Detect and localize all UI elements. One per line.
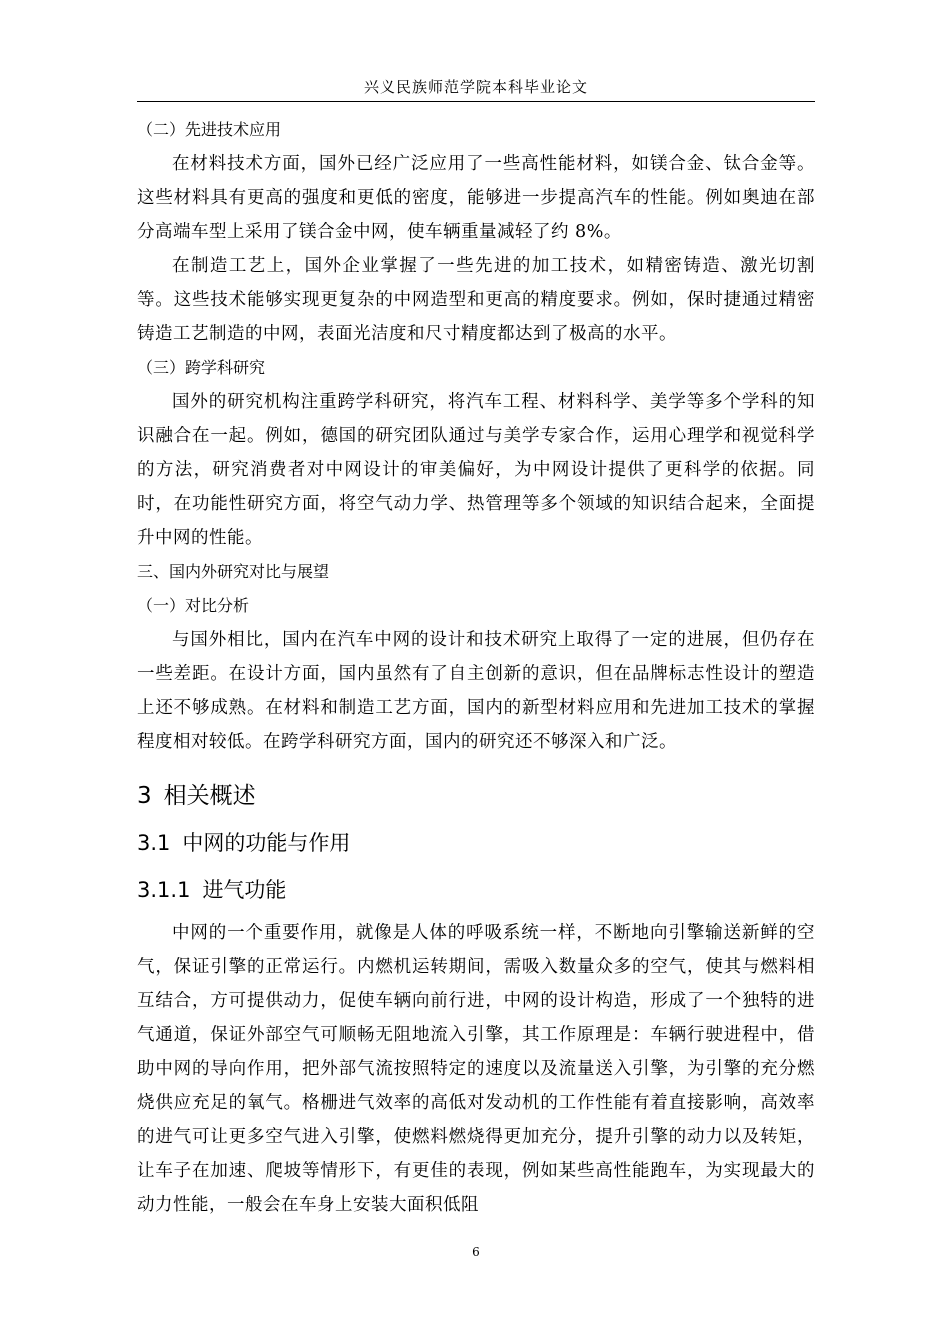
paragraph-interdisciplinary: 国外的研究机构注重跨学科研究，将汽车工程、材料科学、美学等多个学科的知识融合在一起。例如，德国的研究团队通过与美学专家合作，运用心理学和视觉科学的方法，研究消费者对中网设计的审美偏好，为中网设计提供了更科学的依据。同时，在功能性研究方面，将空气动力学、热管理等多个领域的知识结合起来，全面提升中网的性能。 <box>137 392 815 548</box>
running-header: 兴义民族师范学院本科毕业论文 <box>363 78 588 96</box>
chapter-title: 相关概述 <box>163 783 256 809</box>
subsection-number: 3.1.1 <box>137 878 191 902</box>
section-heading <box>137 826 815 860</box>
section-title: 中网的功能与作用 <box>182 831 351 855</box>
header-rule <box>137 101 815 102</box>
subsection-heading-analysis: （一）对比分析 <box>137 596 250 615</box>
section-heading-comparison: 三、国内外研究对比与展望 <box>137 562 330 581</box>
subsection-title: 进气功能 <box>202 878 287 902</box>
paragraph-manufacturing: 在制造工艺上，国外企业掌握了一些先进的加工技术，如精密铸造、激光切割等。这些技术能够实现更复杂的中网造型和更高的精度要求。例如，保时捷通过精密铸造工艺制造的中网，表面光洁度和尺寸精度都达到了极高的水平。 <box>137 256 815 344</box>
page-body <box>137 113 815 1222</box>
paragraph-comparison: 与国外相比，国内在汽车中网的设计和技术研究上取得了一定的进展，但仍存在一些差距。在设计方面，国内虽然有了自主创新的意识，但在品牌标志性设计的塑造上还不够成熟。在材料和制造工艺方面，国内的新型材料应用和先进加工技术的掌握程度相对较低。在跨学科研究方面，国内的研究还不够深入和广泛。 <box>137 630 815 752</box>
subsection-heading <box>137 873 815 907</box>
subsection-heading-interdisciplinary: （三）跨学科研究 <box>137 358 266 377</box>
page-number: 6 <box>472 1245 480 1259</box>
chapter-number: 3 <box>137 783 152 809</box>
paragraph-materials: 在材料技术方面，国外已经广泛应用了一些高性能材料，如镁合金、钛合金等。这些材料具有更高的强度和更低的密度，能够进一步提高汽车的性能。例如奥迪在部分高端车型上采用了镁合金中网，使车辆重量减轻了约 8%。 <box>137 154 815 242</box>
subsection-heading-advanced-tech: （二）先进技术应用 <box>137 120 282 139</box>
section-number: 3.1 <box>137 831 171 855</box>
chapter-heading <box>137 779 815 813</box>
paragraph-intake-function: 中网的一个重要作用，就像是人体的呼吸系统一样，不断地向引擎输送新鲜的空气，保证引擎的正常运行。内燃机运转期间，需吸入数量众多的空气，使其与燃料相互结合，方可提供动力，促使车辆向前行进，中网的设计构造，形成了一个独特的进气通道，保证外部空气可顺畅无阻地流入引擎，其工作原理是：车辆行驶进程中，借助中网的导向作用，把外部气流按照特定的速度以及流量送入引擎，为引擎的充分燃烧供应充足的氧气。格栅进气效率的高低对发动机的工作性能有着直接影响，高效率的进气可让更多空气进入引擎，使燃料燃烧得更加充分，提升引擎的动力以及转矩，让车子在加速、爬坡等情形下，有更佳的表现，例如某些高性能跑车，为实现最大的动力性能，一般会在车身上安装大面积低阻 <box>137 923 815 1215</box>
